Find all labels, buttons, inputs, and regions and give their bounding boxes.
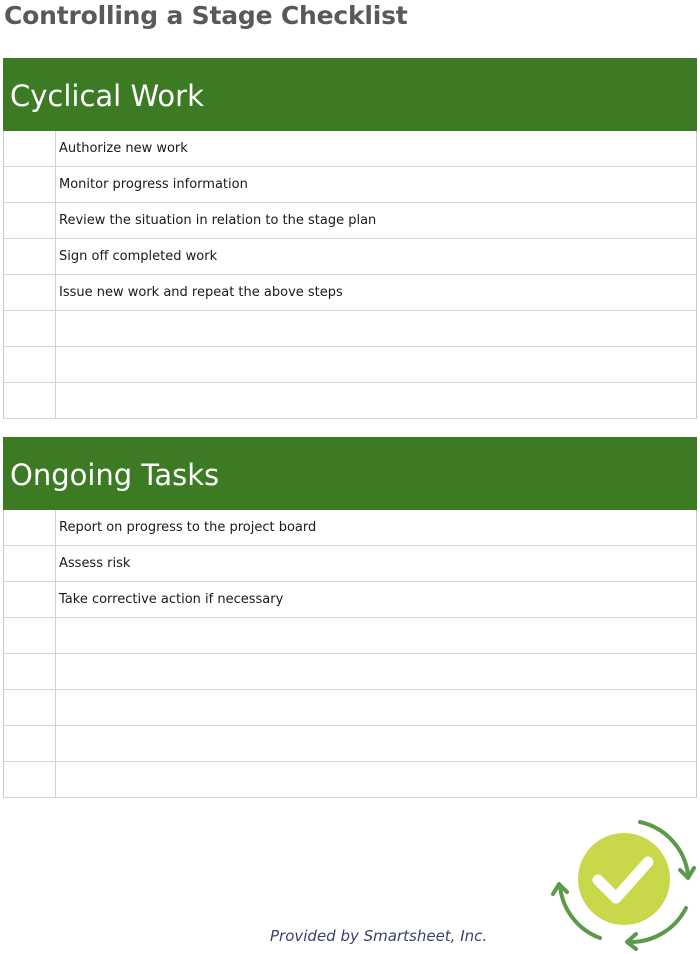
- table-row: [4, 690, 696, 726]
- checkbox-cell[interactable]: [4, 510, 56, 545]
- table-row: [4, 582, 696, 618]
- checkbox-cell[interactable]: [4, 654, 56, 689]
- section-ongoing-tasks: [3, 437, 697, 798]
- checkbox-cell[interactable]: [4, 582, 56, 617]
- table-row: [4, 618, 696, 654]
- table-row: [4, 239, 696, 275]
- task-cell[interactable]: [56, 726, 696, 761]
- task-cell[interactable]: Monitor progress information: [59, 177, 248, 192]
- section-heading: Cyclical Work: [10, 79, 204, 113]
- page-title: Controlling a Stage Checklist: [4, 1, 408, 30]
- table-row: [4, 726, 696, 762]
- table-row: [4, 383, 696, 419]
- task-cell[interactable]: [56, 383, 696, 418]
- checklist-table: [3, 510, 697, 798]
- task-cell[interactable]: Issue new work and repeat the above steps: [59, 285, 343, 300]
- checkbox-cell[interactable]: [4, 546, 56, 581]
- checkbox-cell[interactable]: [4, 203, 56, 238]
- task-cell[interactable]: Take corrective action if necessary: [59, 592, 284, 607]
- table-row: [4, 167, 696, 203]
- checkbox-cell[interactable]: [4, 726, 56, 761]
- task-cell[interactable]: Report on progress to the project board: [59, 520, 317, 535]
- checkbox-cell[interactable]: [4, 131, 56, 166]
- task-cell[interactable]: [56, 311, 696, 346]
- checkbox-cell[interactable]: [4, 762, 56, 797]
- section-header: [3, 58, 697, 131]
- task-cell[interactable]: Assess risk: [59, 556, 131, 571]
- footer-credit: Provided by Smartsheet, Inc.: [270, 927, 488, 945]
- checkbox-cell[interactable]: [4, 167, 56, 202]
- task-cell[interactable]: Sign off completed work: [59, 249, 218, 264]
- task-cell[interactable]: [56, 654, 696, 689]
- table-row: [4, 762, 696, 798]
- section-header: [3, 437, 697, 510]
- task-cell[interactable]: [56, 618, 696, 653]
- checkbox-cell[interactable]: [4, 383, 56, 418]
- checkbox-cell[interactable]: [4, 690, 56, 725]
- check-circle-refresh-icon: [548, 812, 698, 952]
- table-row: [4, 546, 696, 582]
- table-row: [4, 131, 696, 167]
- checkbox-cell[interactable]: [4, 275, 56, 310]
- checklist-table: [3, 131, 697, 419]
- checkbox-cell[interactable]: [4, 239, 56, 274]
- table-row: [4, 203, 696, 239]
- table-row: [4, 347, 696, 383]
- section-cyclical-work: [3, 58, 697, 419]
- task-cell[interactable]: Authorize new work: [59, 141, 188, 156]
- table-row: [4, 510, 696, 546]
- table-row: [4, 311, 696, 347]
- task-cell[interactable]: [56, 347, 696, 382]
- task-cell[interactable]: [56, 762, 696, 797]
- task-cell[interactable]: [56, 690, 696, 725]
- table-row: [4, 654, 696, 690]
- checkbox-cell[interactable]: [4, 311, 56, 346]
- table-row: [4, 275, 696, 311]
- section-heading: Ongoing Tasks: [10, 458, 220, 492]
- checkbox-cell[interactable]: [4, 618, 56, 653]
- task-cell[interactable]: Review the situation in relation to the stage plan: [59, 213, 377, 228]
- checkbox-cell[interactable]: [4, 347, 56, 382]
